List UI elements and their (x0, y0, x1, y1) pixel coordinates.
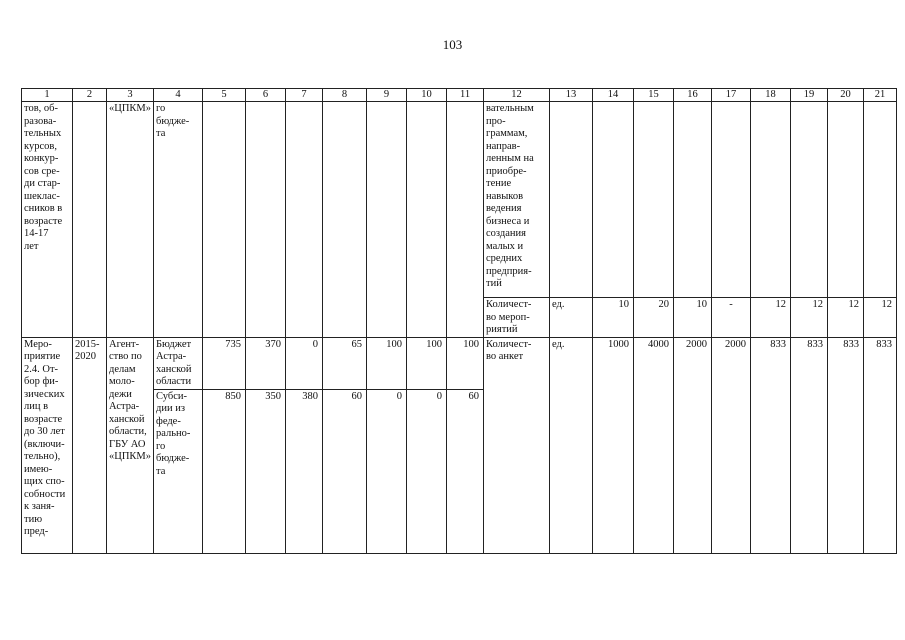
indicator-value: 2000 (712, 337, 751, 553)
indicator-value: 833 (828, 337, 864, 553)
column-number: 20 (828, 89, 864, 102)
column-number: 2 (73, 89, 107, 102)
amount-cell: 735 (203, 337, 246, 389)
column-number: 12 (484, 89, 550, 102)
indicator-name: Количест- во мероп- риятий (484, 298, 550, 338)
executor-cell: Агент- ство по делам моло- дежи Астра- ханской области, ГБУ АО «ЦПКМ» (107, 337, 154, 553)
indicator-value: 20 (634, 298, 674, 338)
amount-cell: 0 (407, 389, 447, 553)
amount-cell: 350 (246, 389, 286, 553)
unit-cell: ед. (550, 337, 593, 553)
column-number: 7 (286, 89, 323, 102)
indicator-value: 833 (751, 337, 791, 553)
column-number: 14 (593, 89, 634, 102)
measure-description: Меро- приятие 2.4. От- бор фи- зических лиц в возрасте до 30 лет (включи- тельно), имею- щих спо- собности к заня- тию пред- (22, 337, 73, 553)
program-table (21, 88, 897, 554)
column-number: 1 (22, 89, 73, 102)
amount-cell: 370 (246, 337, 286, 389)
amount-cell: 380 (286, 389, 323, 553)
column-number: 18 (751, 89, 791, 102)
amount-cell: 0 (286, 337, 323, 389)
column-number-row (22, 89, 897, 102)
column-number: 16 (674, 89, 712, 102)
indicator-value: 833 (791, 337, 828, 553)
indicator-value: 10 (593, 298, 634, 338)
column-number: 6 (246, 89, 286, 102)
amount-cell (286, 102, 323, 338)
indicator-value (791, 102, 828, 298)
column-number: 4 (154, 89, 203, 102)
indicator-value: 12 (864, 298, 897, 338)
page-number: 103 (442, 37, 463, 52)
measure-description: тов, об- разова- тельных курсов, конкур- сов сре- ди стар- шеклас- сников в возрасте 14-17 лет (22, 102, 73, 338)
indicator-value (828, 102, 864, 298)
indicator-value: 1000 (593, 337, 634, 553)
column-number: 11 (447, 89, 484, 102)
funding-source-cell: Бюджет Астра- ханской области (154, 337, 203, 389)
amount-cell: 100 (367, 337, 407, 389)
indicator-value (864, 102, 897, 298)
amount-cell (246, 102, 286, 338)
column-number: 3 (107, 89, 154, 102)
indicator-value: 12 (791, 298, 828, 338)
indicator-value: 2000 (674, 337, 712, 553)
measure-row-regional (22, 337, 897, 389)
amount-cell: 60 (323, 389, 367, 553)
amount-cell: 100 (447, 337, 484, 389)
column-number: 13 (550, 89, 593, 102)
unit-cell (550, 102, 593, 298)
indicator-name: Количест- во анкет (484, 337, 550, 553)
indicator-value (593, 102, 634, 298)
amount-cell (323, 102, 367, 338)
indicator-value: - (712, 298, 751, 338)
period-cell: 2015- 2020 (73, 337, 107, 553)
funding-source-cell: Субси- дии из феде- рально- го бюдже- та (154, 389, 203, 553)
indicator-value: 4000 (634, 337, 674, 553)
column-number: 9 (367, 89, 407, 102)
indicator-value: 12 (751, 298, 791, 338)
indicator-value (674, 102, 712, 298)
amount-cell: 65 (323, 337, 367, 389)
column-number: 19 (791, 89, 828, 102)
continuation-row (22, 102, 897, 298)
indicator-value: 12 (828, 298, 864, 338)
executor-cell: «ЦПКМ» (107, 102, 154, 338)
amount-cell: 60 (447, 389, 484, 553)
column-number: 10 (407, 89, 447, 102)
column-number: 15 (634, 89, 674, 102)
period-cell (73, 102, 107, 338)
indicator-value: 833 (864, 337, 897, 553)
amount-cell (203, 102, 246, 338)
column-number: 21 (864, 89, 897, 102)
amount-cell: 100 (407, 337, 447, 389)
indicator-value: 10 (674, 298, 712, 338)
amount-cell: 850 (203, 389, 246, 553)
amount-cell (407, 102, 447, 338)
unit-cell: ед. (550, 298, 593, 338)
column-number: 8 (323, 89, 367, 102)
amount-cell: 0 (367, 389, 407, 553)
amount-cell (447, 102, 484, 338)
column-number: 5 (203, 89, 246, 102)
indicator-value (712, 102, 751, 298)
indicator-value (634, 102, 674, 298)
column-number: 17 (712, 89, 751, 102)
amount-cell (367, 102, 407, 338)
indicator-name: вательным про- граммам, направ- ленным на приобре- тение навыков ведения бизнеса и создания малых и средних предприя- тий (484, 102, 550, 298)
indicator-value (751, 102, 791, 298)
funding-source-cell: го бюдже- та (154, 102, 203, 338)
